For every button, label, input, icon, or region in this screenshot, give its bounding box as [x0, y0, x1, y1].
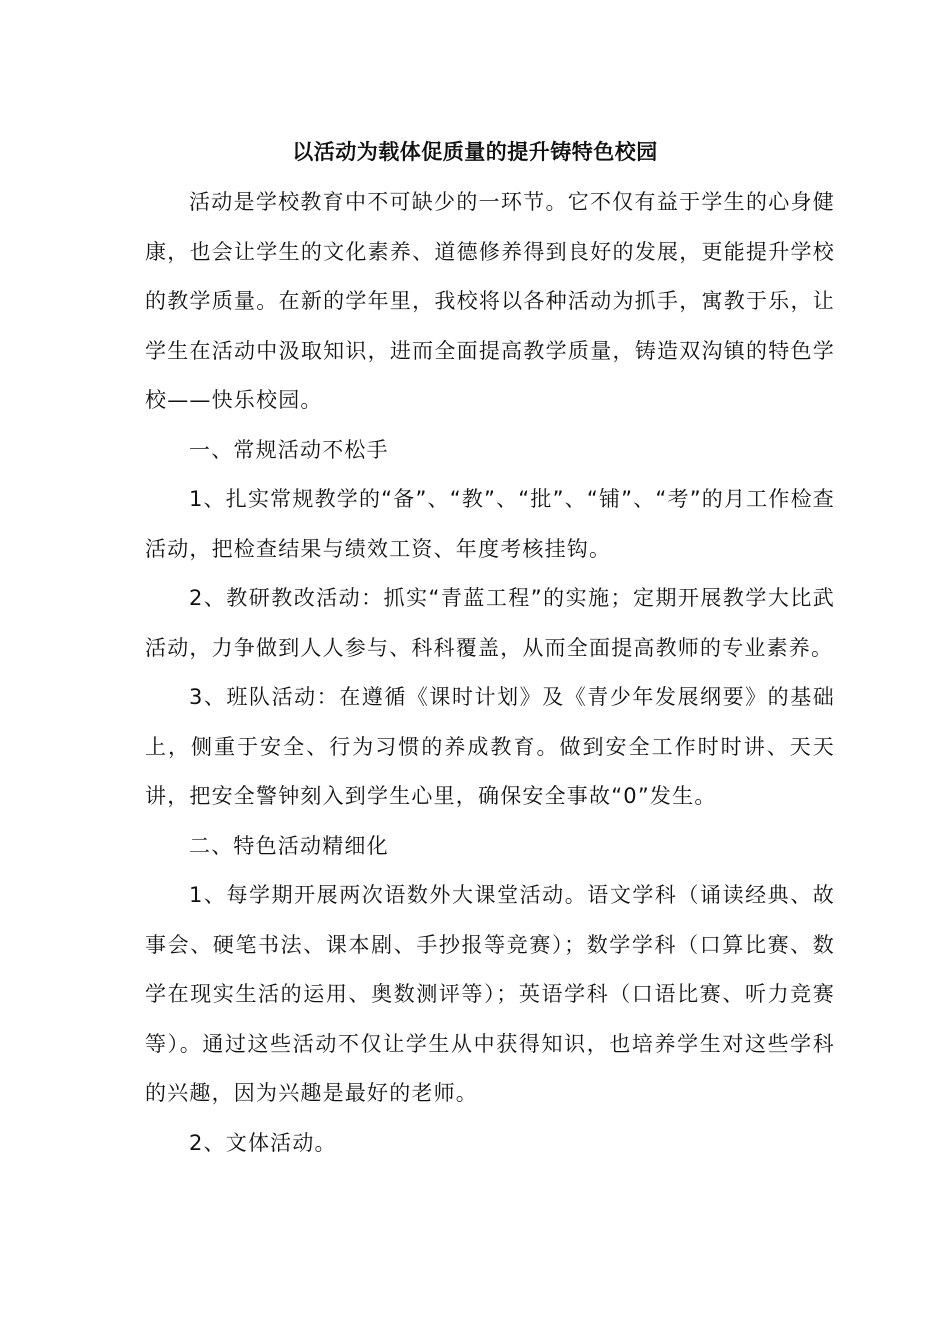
section-heading-2: 二、特色活动精细化 [189, 833, 389, 858]
paragraph-1-2: 2、教研教改活动：抓实“青蓝工程”的实施；定期开展教学大比武活动，力争做到人人参与、科科覆盖，从而全面提高教师的专业素养。 [145, 586, 835, 660]
document-title: 以活动为载体促质量的提升铸特色校园 [292, 140, 658, 164]
paragraph-1-3: 3、班队活动：在遵循《课时计划》及《青少年发展纲要》的基础上，侧重于安全、行为习惯的养成教育。做到安全工作时时讲、天天讲，把安全警钟刻入到学生心里，确保安全事故“0”发生。 [145, 685, 835, 808]
paragraph-2-2: 2、文体活动。 [189, 1130, 337, 1155]
paragraph-1-1: 1、扎实常规教学的“备”、“教”、“批”、“铺”、“考”的月工作检查活动，把检查结果与绩效工资、年度考核挂钩。 [145, 487, 835, 561]
document-body [145, 178, 835, 1168]
section-heading-1: 一、常规活动不松手 [189, 437, 389, 462]
paragraph-2-1: 1、每学期开展两次语数外大课堂活动。语文学科（诵读经典、故事会、硬笔书法、课本剧、手抄报等竞赛）；数学学科（口算比赛、数学在现实生活的运用、奥数测评等）；英语学科（口语比赛、听力竞赛等）。通过这些活动不仅让学生从中获得知识，也培养学生对这些学科的兴趣，因为兴趣是最好的老师。 [145, 883, 835, 1105]
paragraph-intro: 活动是学校教育中不可缺少的一环节。它不仅有益于学生的心身健康，也会让学生的文化素养、道德修养得到良好的发展，更能提升学校的教学质量。在新的学年里，我校将以各种活动为抓手，寓教于乐，让学生在活动中汲取知识，进而全面提高教学质量，铸造双沟镇的特色学校——快乐校园。 [145, 190, 835, 412]
